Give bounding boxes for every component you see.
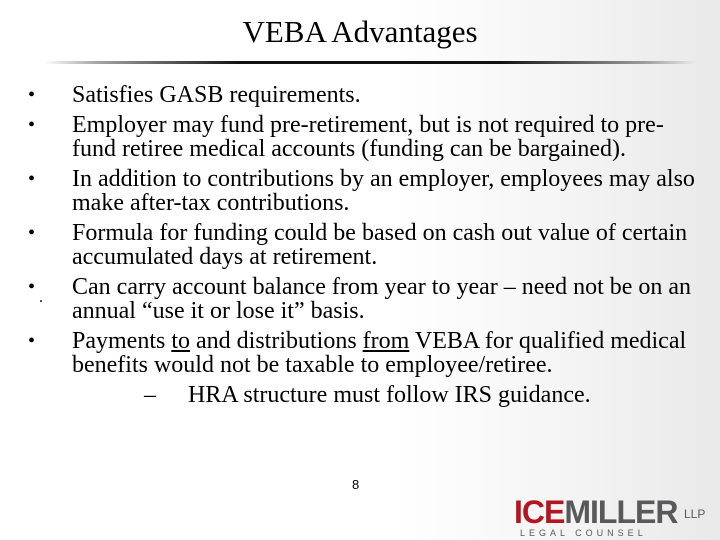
dash-icon: – (144, 382, 156, 408)
stray-dot-mark: . (39, 289, 43, 306)
bullet-text: Can carry account balance from year to year – need not be on an annual “use it or lose it” basis. (72, 274, 692, 324)
bullet-dot-icon: • (28, 222, 36, 244)
logo-wordmark (514, 494, 677, 530)
bullet-item (0, 167, 704, 215)
bullet-item (0, 83, 704, 107)
bullet-text-segment: VEBA for qualified medical benefits would not be taxable to employee/retiree. (72, 328, 687, 378)
sub-bullet-item (72, 383, 704, 407)
bullet-dot-icon: • (28, 84, 36, 106)
logo-ice: ICE (514, 494, 565, 530)
bullet-item (0, 275, 704, 323)
logo-miller: MILLER (564, 494, 678, 530)
bullet-dot-icon: • (28, 168, 36, 190)
bullet-text: Employer may fund pre-retirement, but is not required to pre-fund retiree medical accounts (funding can be bargained). (72, 112, 664, 162)
page-number: 8 (352, 477, 360, 492)
slide-title-container (0, 14, 720, 50)
underlined-word-from: from (362, 328, 410, 354)
ice-miller-logo (514, 494, 710, 540)
underlined-word-to: to (171, 328, 190, 354)
bullet-dot-icon: • (28, 114, 36, 136)
bullet-text-segment: and distributions (190, 328, 363, 354)
bullet-text: Formula for funding could be based on cash out value of certain accumulated days at retirement. (72, 220, 688, 270)
bullet-item (0, 221, 704, 269)
bullet-list (0, 83, 720, 413)
bullet-dot-icon: • (28, 276, 36, 298)
slide-title: VEBA Advantages (242, 14, 478, 49)
bullet-item (0, 329, 704, 407)
logo-tagline: LEGAL COUNSEL (520, 528, 647, 538)
bullet-dot-icon: • (28, 330, 36, 352)
bullet-item (0, 113, 704, 161)
bullet-text: In addition to contributions by an employer, employees may also make after-tax contributions. (72, 166, 695, 216)
bullet-text: Satisfies GASB requirements. (72, 82, 361, 108)
title-underline (44, 61, 696, 64)
bullet-text-segment: Payments (72, 328, 172, 354)
sub-bullet-text: HRA structure must follow IRS guidance. (188, 382, 591, 408)
logo-llp: LLP (684, 507, 706, 521)
